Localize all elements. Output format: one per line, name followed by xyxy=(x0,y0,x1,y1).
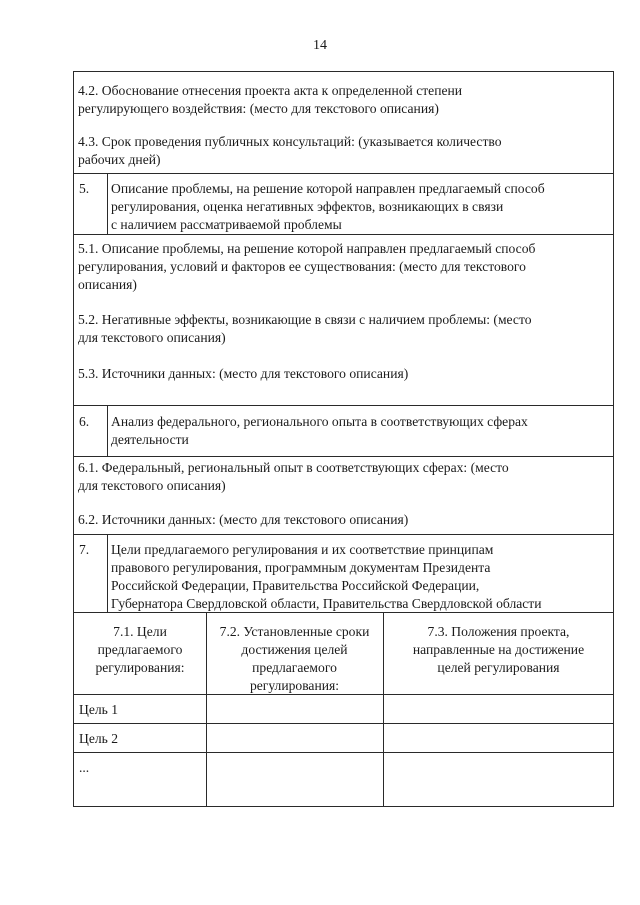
rule xyxy=(74,405,613,406)
section-5-title: Описание проблемы, на решение которой направлен предлагаемый способ регулирования, оценка негативных эффектов, возникающих в связи с наличием рассматриваемой проблемы xyxy=(111,181,545,232)
column-header-7-2: 7.2. Установленные сроки достижения целей предлагаемого регулирования: xyxy=(219,624,370,693)
column-header-7-3: 7.3. Положения проекта, направленные на достижение целей регулирования xyxy=(412,624,585,675)
section-6-number: 6. xyxy=(79,414,90,429)
paragraph-5-2: 5.2. Негативные эффекты, возникающие в связи с наличием проблемы: (место для текстового описания) xyxy=(78,312,532,345)
rule xyxy=(107,534,108,612)
rule xyxy=(107,173,108,234)
paragraph-5-1: 5.1. Описание проблемы, на решение которой направлен предлагаемый способ регулирования, условий и факторов ее существования: (место для текстового описания) xyxy=(78,241,536,292)
rule xyxy=(74,173,613,174)
rule xyxy=(74,752,613,753)
goal-row-label: Цель 2 xyxy=(79,731,119,746)
rule xyxy=(74,534,613,535)
rule xyxy=(107,405,108,456)
section-5-number: 5. xyxy=(79,181,90,196)
section-7-title: Цели предлагаемого регулирования и их соответствие принципам правового регулирования, программным документам Президента Российской Федерации, Правительства Российской Федерации, Губернатора Свердловской области, Правительства Свердловской области xyxy=(111,542,542,611)
rule xyxy=(74,456,613,457)
section-7-number: 7. xyxy=(79,542,90,557)
rule xyxy=(74,723,613,724)
column-header-7-1: 7.1. Цели предлагаемого регулирования: xyxy=(95,624,185,675)
paragraph-4-3: 4.3. Срок проведения публичных консультаций: (указывается количество рабочих дней) xyxy=(78,134,502,167)
paragraph-5-3: 5.3. Источники данных: (место для текстового описания) xyxy=(78,366,409,381)
paragraph-6-1: 6.1. Федеральный, региональный опыт в соответствующих сферах: (место для текстового описания) xyxy=(78,460,509,493)
paragraph-6-2: 6.2. Источники данных: (место для текстового описания) xyxy=(78,512,409,527)
paragraph-4-2: 4.2. Обоснование отнесения проекта акта к определенной степени регулирующего воздействия: (место для текстового описания) xyxy=(78,83,463,116)
rule xyxy=(74,234,613,235)
page-number: 14 xyxy=(313,38,327,53)
form-table xyxy=(73,71,614,807)
goal-row-label: ... xyxy=(79,760,90,775)
goal-row-label: Цель 1 xyxy=(79,702,119,717)
section-6-title: Анализ федерального, регионального опыта в соответствующих сферах деятельности xyxy=(111,414,528,447)
